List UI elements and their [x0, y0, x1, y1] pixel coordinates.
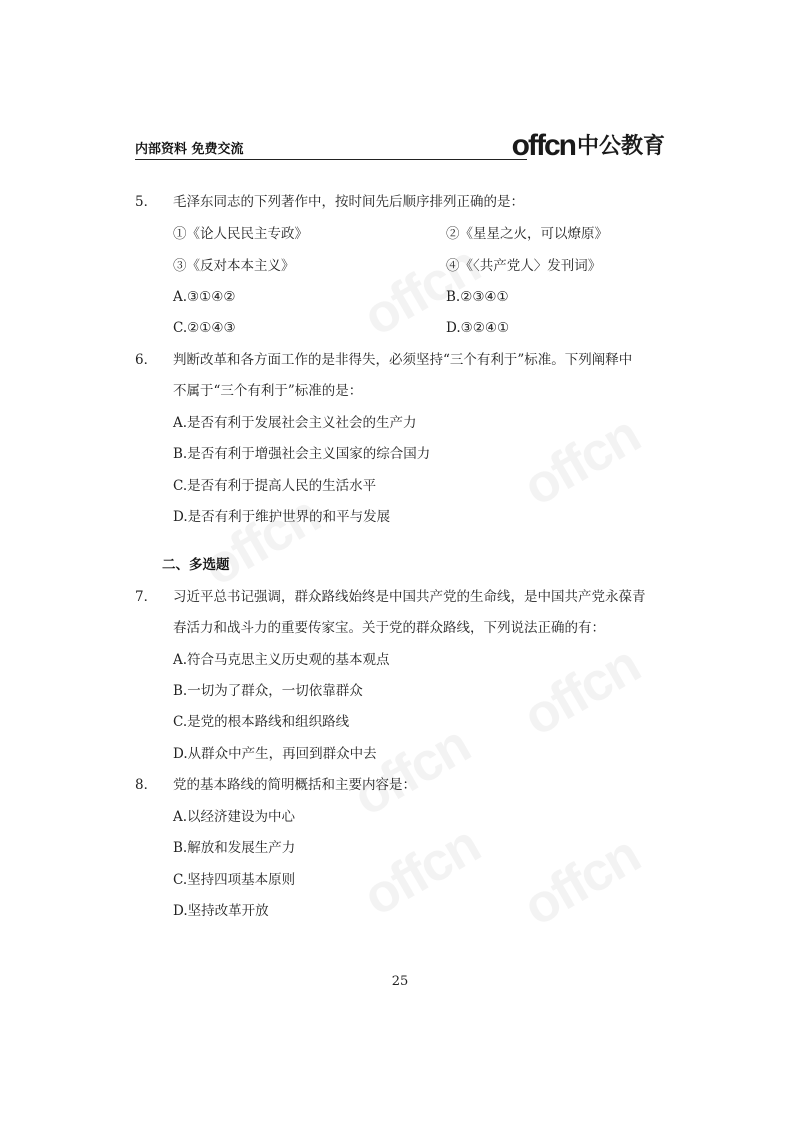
watermark: [513, 824, 650, 939]
page-number: 25: [391, 974, 409, 989]
question-stem: 习近平总书记强调，群众路线始终是中国共产党的生命线，是中国共产党永葆青: [173, 589, 646, 605]
watermark: [513, 404, 650, 519]
answer-option: B.一切为了群众，一切依靠群众: [173, 683, 363, 699]
watermark: [193, 484, 330, 599]
answer-option: A.是否有利于发展社会主义社会的生产力: [173, 415, 417, 431]
list-item: ①《论人民民主专政》: [173, 226, 308, 242]
question-number: 8．: [135, 777, 158, 793]
watermark: [353, 814, 490, 929]
question-stem: 党的基本路线的简明概括和主要内容是：: [173, 777, 416, 793]
answer-option: A.③①④②: [173, 289, 236, 305]
answer-option: A.以经济建设为中心: [173, 809, 296, 825]
list-item: ②《星星之火，可以燎原》: [446, 226, 608, 242]
offcn-logo: [511, 129, 665, 162]
question-number: 7．: [135, 589, 158, 605]
answer-option: D.③②④①: [446, 320, 510, 336]
answer-option: C.坚持四项基本原则: [173, 872, 296, 888]
answer-option: D.坚持改革开放: [173, 903, 269, 919]
answer-option: C.是否有利于提高人民的生活水平: [173, 478, 377, 494]
question-stem: 春活力和战斗力的重要传家宝。关于党的群众路线，下列说法正确的有：: [173, 620, 605, 636]
header-title: 内部资料 免费交流: [135, 142, 244, 157]
question-stem: 毛泽东同志的下列著作中，按时间先后顺序排列正确的是：: [173, 194, 524, 210]
question-stem: 不属于“三个有利于”标准的是：: [173, 383, 363, 399]
answer-option: D.是否有利于维护世界的和平与发展: [173, 509, 391, 525]
watermark: [513, 634, 650, 749]
answer-option: A.符合马克思主义历史观的基本观点: [173, 652, 390, 668]
section-title: 二、多选题: [162, 557, 230, 573]
watermark: [343, 714, 480, 829]
answer-option: B.解放和发展生产力: [173, 840, 296, 856]
header-rule: [135, 159, 527, 160]
question-stem: 判断改革和各方面工作的是非得失，必须坚持“三个有利于”标准。下列阐释中: [173, 352, 633, 368]
list-item: ④《〈共产党人〉发刊词》: [446, 258, 602, 274]
answer-option: C.②①④③: [173, 320, 236, 336]
answer-option: D.从群众中产生，再回到群众中去: [173, 746, 377, 762]
logo-cn-text: 中公教育: [576, 134, 665, 159]
question-number: 6．: [135, 352, 158, 368]
question-number: 5．: [135, 194, 158, 210]
answer-option: C.是党的根本路线和组织路线: [173, 714, 350, 730]
logo-en-text: offcn: [511, 129, 575, 162]
answer-option: B.是否有利于增强社会主义国家的综合国力: [173, 446, 431, 462]
page-header: [135, 128, 665, 160]
list-item: ③《反对本本主义》: [173, 258, 295, 274]
answer-option: B.②③④①: [446, 289, 509, 305]
